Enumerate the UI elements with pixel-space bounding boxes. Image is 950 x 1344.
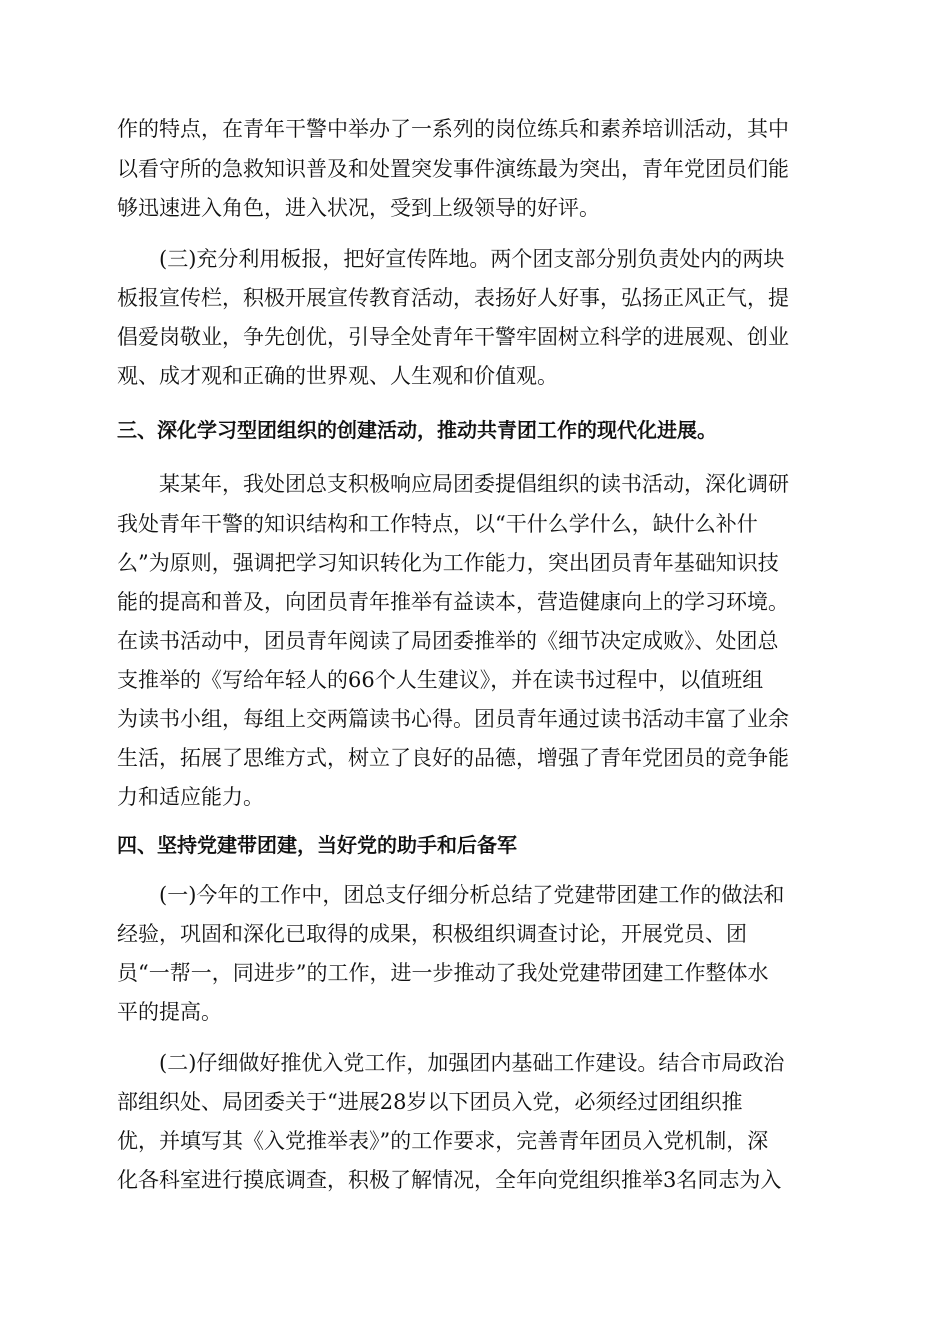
text-line: 生活，拓展了思维方式，树立了良好的品德，增强了青年党团员的竞争能 — [117, 746, 789, 770]
text-line: 以看守所的急救知识普及和处置突发事件演练最为突出，青年党团员们能 — [117, 157, 789, 181]
text-line: 板报宣传栏，积极开展宣传教育活动，表扬好人好事，弘扬正风正气，提 — [117, 286, 789, 310]
paragraph-start-line: (二)仔细做好推优入党工作，加强团内基础工作建设。结合市局政治 — [159, 1051, 785, 1075]
text-line: 我处青年干警的知识结构和工作特点，以“干什么学什么，缺什么补什 — [117, 512, 758, 536]
text-line: 观、成才观和正确的世界观、人生观和价值观。 — [117, 364, 558, 388]
paragraph-start-line: 某某年，我处团总支积极响应局团委提倡组织的读书活动，深化调研 — [159, 472, 789, 496]
text-line: 能的提高和普及，向团员青年推举有益读本，营造健康向上的学习环境。 — [117, 590, 789, 614]
text-line: 化各科室进行摸底调查，积极了解情况，全年向党组织推举3名同志为入 — [117, 1168, 782, 1192]
text-line: 够迅速进入角色，进入状况，受到上级领导的好评。 — [117, 196, 600, 220]
paragraph-start-line: (一)今年的工作中，团总支仔细分析总结了党建带团建工作的做法和 — [159, 883, 785, 907]
section-heading: 三、深化学习型团组织的创建活动，推动共青团工作的现代化进展。 — [117, 418, 717, 442]
paragraph-start-line: (三)充分利用板报，把好宣传阵地。两个团支部分别负责处内的两块 — [159, 247, 785, 271]
text-line: 倡爱岗敬业，争先创优，引导全处青年干警牢固树立科学的进展观、创业 — [117, 325, 789, 349]
text-line: 为读书小组，每组上交两篇读书心得。团员青年通过读书活动丰富了业余 — [117, 707, 789, 731]
text-line: 部组织处、局团委关于“进展28岁以下团员入党，必须经过团组织推 — [117, 1090, 743, 1114]
text-line: 经验，巩固和深化已取得的成果，积极组织调查讨论，开展党员、团 — [117, 922, 747, 946]
text-line: 支推举的《写给年轻人的66个人生建议》，并在读书过程中，以值班组 — [117, 668, 764, 692]
text-line: 么”为原则，强调把学习知识转化为工作能力，突出团员青年基础知识技 — [117, 551, 779, 575]
section-heading: 四、坚持党建带团建，当好党的助手和后备军 — [117, 833, 517, 857]
text-line: 作的特点，在青年干警中举办了一系列的岗位练兵和素养培训活动，其中 — [117, 117, 789, 141]
text-line: 力和适应能力。 — [117, 785, 264, 809]
text-line: 员“一帮一，同进步”的工作，进一步推动了我处党建带团建工作整体水 — [117, 961, 769, 985]
text-line: 在读书活动中，团员青年阅读了局团委推举的《细节决定成败》、处团总 — [117, 629, 779, 653]
text-line: 平的提高。 — [117, 1000, 222, 1024]
text-line: 优，并填写其《入党推举表》”的工作要求，完善青年团员入党机制，深 — [117, 1129, 769, 1153]
